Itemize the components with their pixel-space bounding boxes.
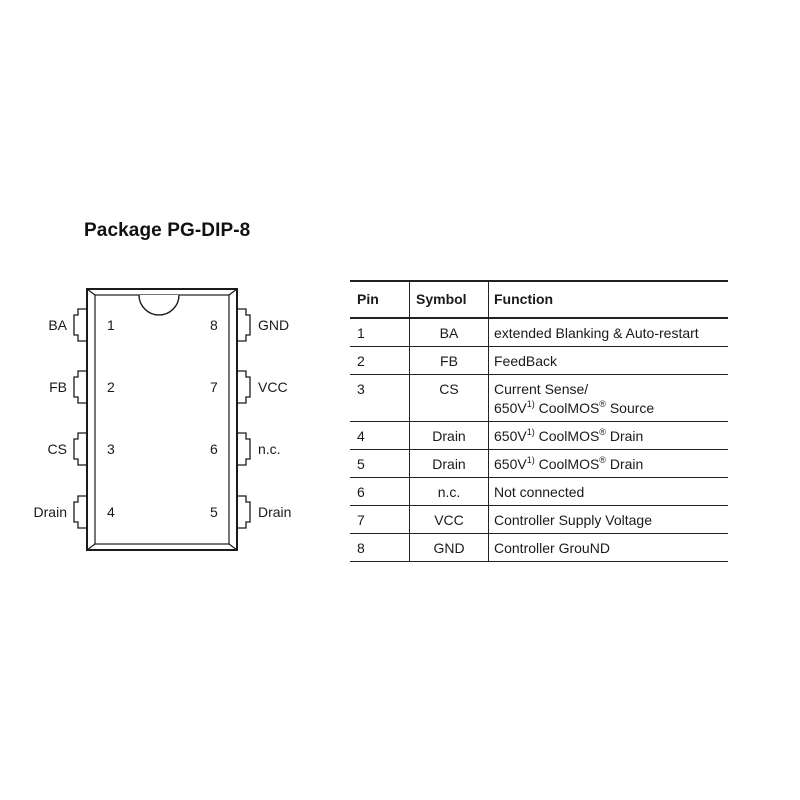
pin-label: VCC [258,379,288,395]
pin-5 [210,496,291,528]
function-line [494,539,728,558]
cell-pin: 6 [350,478,410,506]
pin-lead [74,496,87,528]
cell-pin: 8 [350,534,410,562]
pin-3 [48,433,115,465]
function-text: extended Blanking & Auto-restart [494,325,699,341]
pin-lead [237,496,250,528]
pin-label: Drain [258,504,292,520]
pin1-notch [139,295,179,315]
cell-symbol: FB [410,347,489,375]
function-text: 650V [494,456,527,472]
cell-pin: 4 [350,422,410,450]
pin-number: 3 [107,441,115,457]
function-line [494,324,728,343]
function-text: Controller Supply Voltage [494,512,652,528]
superscript: ® [599,427,606,437]
function-text: FeedBack [494,353,558,369]
table-row [350,478,728,506]
cell-function [489,318,729,347]
function-text: Controller GrouND [494,540,610,556]
function-line [494,380,728,399]
pin-2 [49,371,115,403]
pin-label: CS [47,441,67,457]
pin-number: 2 [107,379,115,395]
superscript: 1) [526,455,535,465]
cell-function [489,375,729,422]
cell-function [489,450,729,478]
superscript: ® [599,455,606,465]
pin-lead [74,433,87,465]
table-row [350,450,728,478]
header-pin: Pin [350,281,410,318]
pin-label: FB [49,379,67,395]
pin-number: 8 [210,317,218,333]
cell-function [489,478,729,506]
pin-number: 4 [107,504,115,520]
cell-symbol: Drain [410,422,489,450]
superscript: ® [599,399,606,409]
pin-number: 6 [210,441,218,457]
function-line [494,511,728,530]
pin-lead [237,371,250,403]
table-row [350,506,728,534]
superscript: 1) [526,427,535,437]
cell-symbol: CS [410,375,489,422]
pin-label: GND [258,317,290,333]
pin-label: Drain [33,504,67,520]
table-row [350,534,728,562]
table-body [350,318,728,562]
table-row [350,318,728,347]
pin-function-table [350,280,728,562]
function-line [494,427,728,446]
pin-layer [34,309,292,528]
pin-6 [210,433,281,465]
function-line [494,483,728,502]
pin-number: 7 [210,379,218,395]
table-row [350,422,728,450]
cell-symbol: Drain [410,450,489,478]
cell-symbol: GND [410,534,489,562]
function-line [494,455,728,474]
table-header-row [350,281,728,318]
function-text: Drain [605,428,644,444]
table-row [350,347,728,375]
cell-symbol: n.c. [410,478,489,506]
cell-function [489,506,729,534]
cell-pin: 3 [350,375,410,422]
pin-number: 1 [107,317,115,333]
header-function: Function [489,281,729,318]
function-text: 650V [494,400,527,416]
function-text: Not connected [494,484,585,500]
cell-pin: 2 [350,347,410,375]
pin-lead [237,309,250,341]
cell-pin: 1 [350,318,410,347]
cell-function [489,347,729,375]
function-text: Current Sense/ [494,381,589,397]
pin-label: BA [48,317,67,333]
pin-lead [74,371,87,403]
pin-1 [48,309,115,341]
cell-function [489,534,729,562]
function-text: 650V [494,428,527,444]
pin-label: n.c. [258,441,281,457]
cell-pin: 7 [350,506,410,534]
pin-lead [74,309,87,341]
pin-7 [210,371,288,403]
function-text: Source [605,400,655,416]
function-line [494,399,728,418]
cell-function [489,422,729,450]
package-title: Package PG-DIP-8 [84,220,251,241]
pin-8 [210,309,289,341]
pin-number: 5 [210,504,218,520]
function-text: CoolMOS [534,428,600,444]
superscript: 1) [526,399,535,409]
cell-symbol: BA [410,318,489,347]
function-text: CoolMOS [534,456,600,472]
function-line [494,352,728,371]
pin-lead [237,433,250,465]
pin-4 [34,496,115,528]
cell-symbol: VCC [410,506,489,534]
function-text: CoolMOS [534,400,600,416]
function-text: Drain [605,456,644,472]
header-symbol: Symbol [410,281,489,318]
table-row [350,375,728,422]
cell-pin: 5 [350,450,410,478]
